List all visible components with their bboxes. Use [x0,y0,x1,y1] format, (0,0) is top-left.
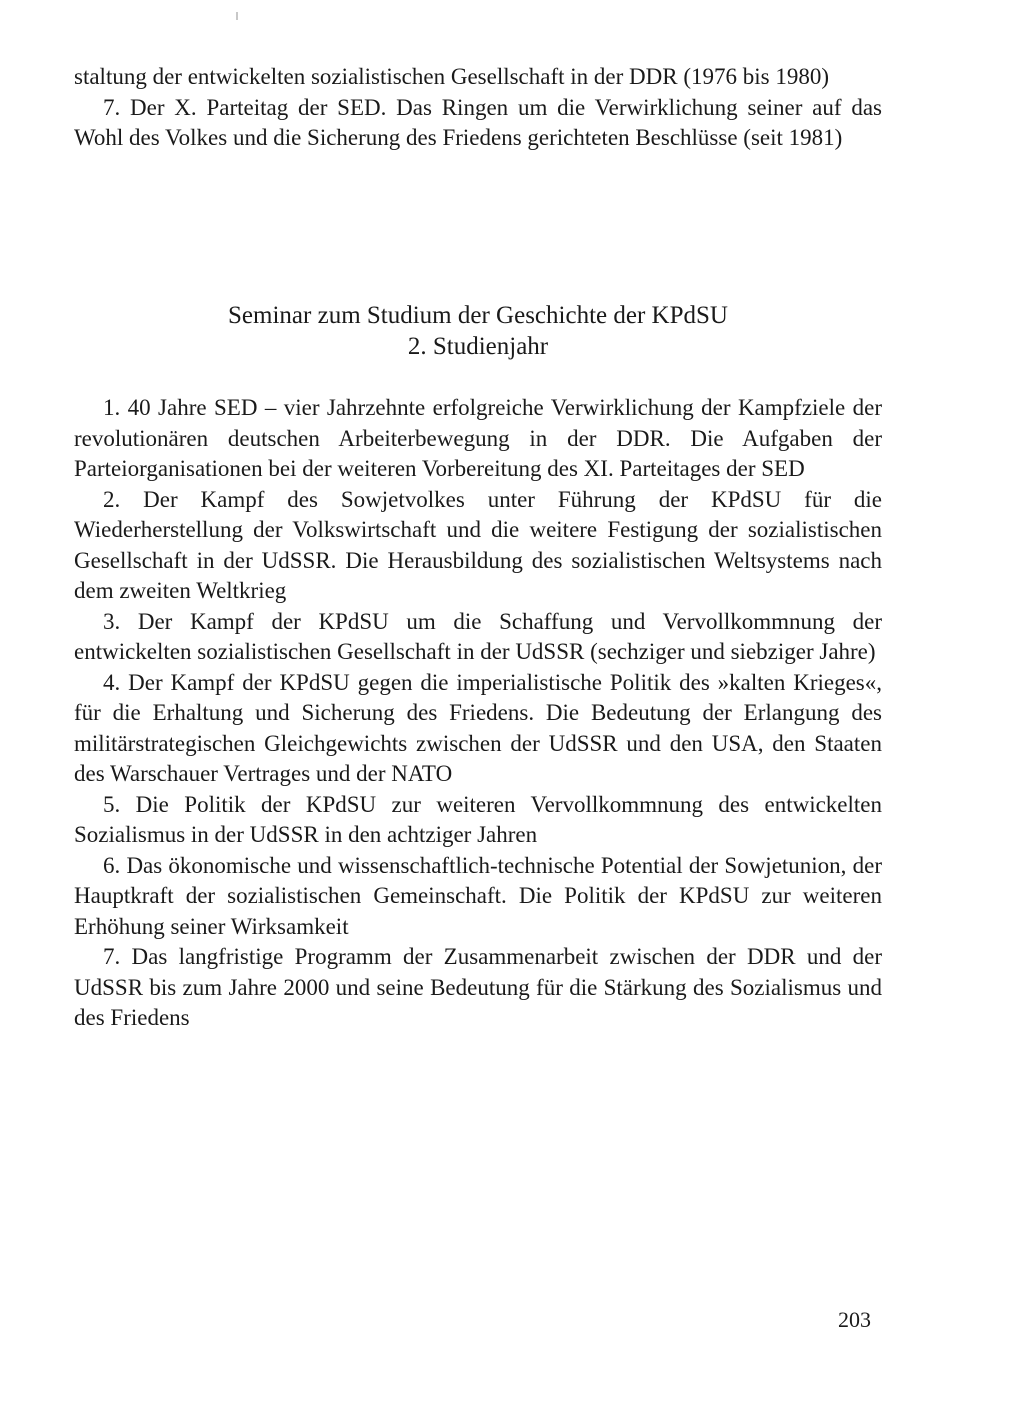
list-item: 5. Die Politik der KPdSU zur weiteren Vervollkommnung des entwickelten Sozialismus in der UdSSR in den achtziger Jahren [74,791,882,847]
section-heading [74,300,882,362]
list-item-continued: staltung der entwickelten sozialistischen Gesellschaft in der DDR (1976 bis 1980) [74,64,829,89]
section-title: Seminar zum Studium der Geschichte der KPdSU [228,302,728,329]
scan-artifact [236,12,238,20]
page-number: 203 [838,1307,871,1332]
continuation-list [74,62,882,154]
list-item: 6. Das ökonomische und wissenschaftlich-technische Potential der Sowjetunion, der Hauptkraft der sozialistischen Gemeinschaft. Die Politik der KPdSU zur weiteren Erhöhung seiner Wirksamkeit [74,852,882,939]
list-item: 4. Der Kampf der KPdSU gegen die imperialistische Politik des »kalten Krieges«, für die Erhaltung und Sicherung des Friedens. Die Bedeutung der Erlangung des militärstrategischen Gleichgewichts zwischen der UdSSR und den USA, den Staaten des Warschauer Vertrages und der NATO [74,669,882,786]
list-item-7-previous-seminar: 7. Der X. Parteitag der SED. Das Ringen um die Verwirklichung seiner auf das Wohl des Volkes und die Sicherung des Friedens gerichteten Beschlüsse (seit 1981) [74,94,882,150]
list-item: 1. 40 Jahre SED – vier Jahrzehnte erfolgreiche Verwirklichung der Kampfziele der revolutionären deutschen Arbeiterbewegung in der DDR. Die Aufgaben der Parteiorganisationen bei der weiteren Vorbereitung des XI. Parteitages der SED [74,395,882,481]
list-item: 2. Der Kampf des Sowjetvolkes unter Führung der KPdSU für die Wiederherstellung der Volkswirtschaft und die weitere Festigung der sozialistischen Gesellschaft in der UdSSR. Die Herausbildung des sozialistischen Weltsystems nach dem zweiten Weltkrieg [74,486,882,603]
section-subtitle: 2. Studienjahr [407,333,549,360]
list-item: 3. Der Kampf der KPdSU um die Schaffung und Vervollkommnung der entwickelten sozialistischen Gesellschaft in der UdSSR (sechziger und siebziger Jahre) [74,608,882,664]
topic-list [74,393,882,1034]
list-item: 7. Das langfristige Programm der Zusammenarbeit zwischen der DDR und der UdSSR bis zum Jahre 2000 und seine Bedeutung für die Stärkung des Sozialismus und des Friedens [74,944,882,1030]
